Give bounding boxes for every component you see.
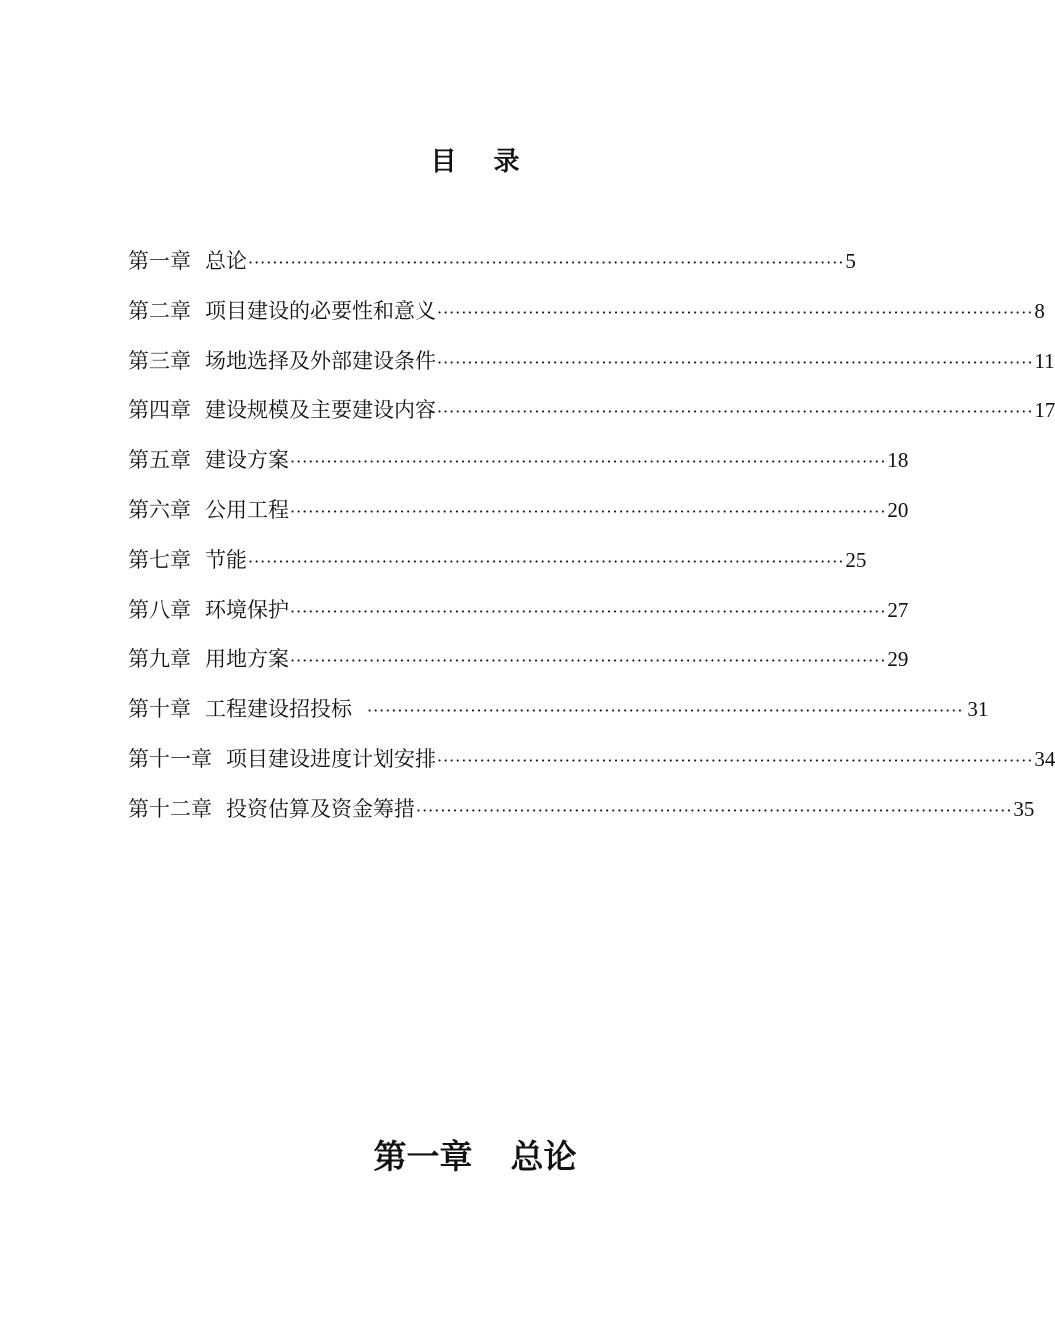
toc-leader-dots: ·································································································· bbox=[248, 551, 845, 571]
toc-leader-dots: ·································································································· bbox=[290, 452, 887, 472]
toc-entry[interactable] bbox=[128, 288, 1045, 338]
toc-chapter-number: 第十二章 bbox=[128, 796, 212, 821]
toc-leader-dots: ·································································································· bbox=[437, 352, 1034, 372]
toc-chapter-number: 第六章 bbox=[128, 497, 191, 522]
chapter-heading-number: 第一章 bbox=[373, 1137, 473, 1176]
chapter-heading-title: 总论 bbox=[510, 1137, 577, 1176]
toc-chapter-title: 节能 bbox=[205, 547, 247, 572]
toc-leader-dots: ·································································································· bbox=[367, 701, 964, 721]
toc-chapter-title: 环境保护 bbox=[205, 597, 289, 622]
toc-chapter-title: 投资估算及资金筹措 bbox=[226, 796, 415, 821]
toc-page-number: 31 bbox=[967, 697, 989, 722]
toc-chapter-number: 第五章 bbox=[128, 448, 191, 473]
toc-page-number: 11 bbox=[1034, 348, 1055, 373]
toc-chapter-number: 第四章 bbox=[128, 398, 191, 423]
toc-chapter-number: 第十一章 bbox=[128, 746, 212, 771]
toc-leader-dots: ·································································································· bbox=[290, 651, 887, 671]
toc-entry[interactable] bbox=[128, 238, 856, 288]
toc-chapter-title: 项目建设进度计划安排 bbox=[226, 746, 436, 771]
toc-page-number: 27 bbox=[887, 597, 909, 622]
toc-chapter-number: 第九章 bbox=[128, 647, 191, 672]
toc-entry[interactable] bbox=[128, 686, 989, 736]
chapter-heading bbox=[0, 1132, 950, 1182]
toc-page-number: 8 bbox=[1034, 298, 1045, 323]
toc-leader-dots: ·································································································· bbox=[437, 302, 1034, 322]
toc-entry[interactable] bbox=[128, 487, 909, 537]
toc-chapter-title: 建设规模及主要建设内容 bbox=[205, 398, 436, 423]
toc-leader-dots: ·································································································· bbox=[290, 601, 887, 621]
toc-page-number: 29 bbox=[887, 647, 909, 672]
toc-page-number: 34 bbox=[1034, 746, 1055, 771]
toc-leader-dots: ·································································································· bbox=[416, 800, 1013, 820]
toc-entry[interactable] bbox=[128, 338, 1055, 388]
toc-chapter-title: 建设方案 bbox=[205, 448, 289, 473]
toc-entry[interactable] bbox=[128, 636, 909, 686]
toc-page-number: 20 bbox=[887, 497, 909, 522]
toc-leader-dots: ·································································································· bbox=[437, 750, 1034, 770]
toc-page-number: 25 bbox=[845, 547, 867, 572]
toc-leader-dots: ·································································································· bbox=[248, 253, 845, 272]
toc-entry[interactable] bbox=[128, 587, 909, 637]
toc-leader-dots: ·································································································· bbox=[290, 501, 887, 521]
toc-page-number: 18 bbox=[887, 448, 909, 473]
toc-chapter-number: 第十章 bbox=[128, 697, 191, 722]
toc-chapter-number: 第二章 bbox=[128, 298, 191, 323]
toc-title: 目 录 bbox=[430, 147, 534, 177]
toc-entry[interactable] bbox=[128, 537, 867, 587]
toc-chapter-title: 公用工程 bbox=[205, 497, 289, 522]
toc-chapter-title: 项目建设的必要性和意义 bbox=[205, 298, 436, 323]
toc-chapter-title: 场地选择及外部建设条件 bbox=[205, 348, 436, 373]
toc-entry[interactable] bbox=[128, 437, 909, 487]
toc-chapter-number: 第八章 bbox=[128, 597, 191, 622]
toc-chapter-title: 工程建设招投标 bbox=[205, 697, 352, 722]
toc-list bbox=[128, 238, 1055, 836]
toc-entry[interactable] bbox=[128, 387, 1055, 437]
toc-chapter-number: 第一章 bbox=[128, 249, 191, 273]
toc-chapter-title: 用地方案 bbox=[205, 647, 289, 672]
toc-page-number: 17 bbox=[1034, 398, 1055, 423]
toc-chapter-number: 第七章 bbox=[128, 547, 191, 572]
toc-chapter-number: 第三章 bbox=[128, 348, 191, 373]
toc-page-number: 35 bbox=[1013, 796, 1035, 821]
toc-entry[interactable] bbox=[128, 786, 1035, 836]
toc-page-number: 5 bbox=[845, 249, 856, 273]
toc-leader-dots: ·································································································· bbox=[437, 402, 1034, 422]
toc-chapter-title: 总论 bbox=[205, 249, 247, 273]
toc-entry[interactable] bbox=[128, 736, 1055, 786]
